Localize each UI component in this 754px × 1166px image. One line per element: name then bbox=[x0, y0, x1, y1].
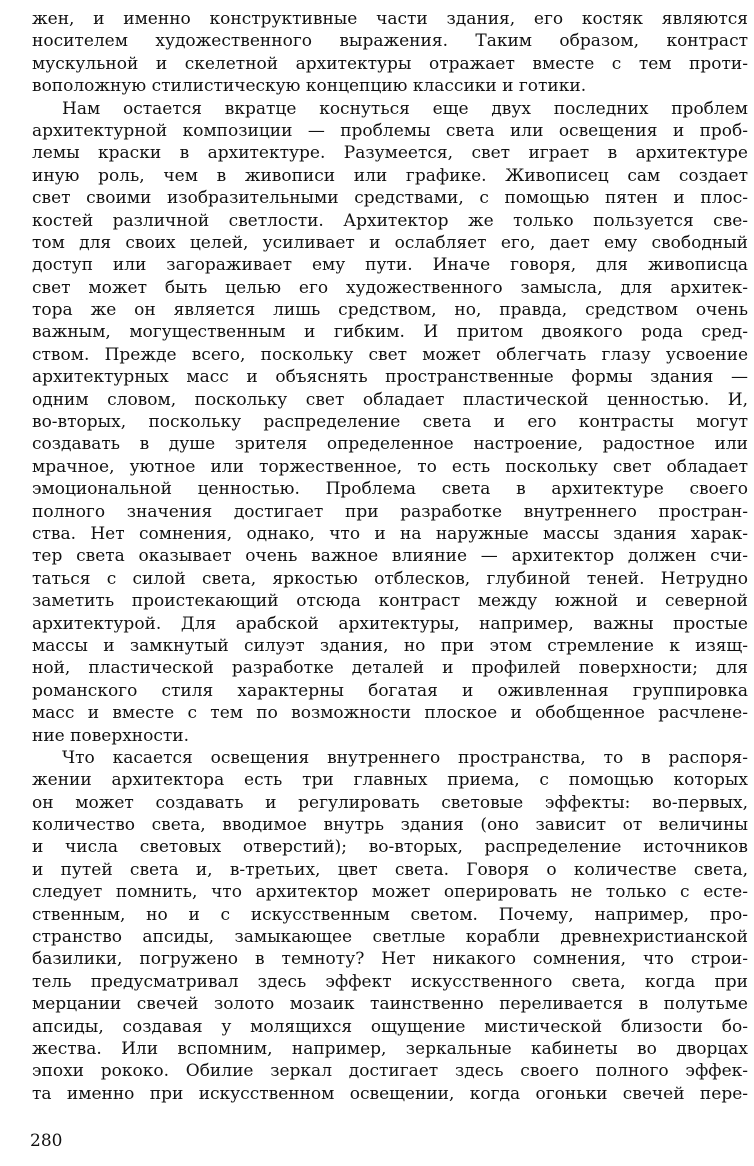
text-line: странство апсиды, замыкающее светлые корабли древнехристианской bbox=[32, 927, 748, 948]
text-line: свет может быть целью его художественного замысла, для архитек- bbox=[32, 277, 748, 298]
text-line: иную роль, чем в живописи или графике. Живописец сам создает bbox=[32, 165, 748, 186]
text-line: та именно при искусственном освещении, когда огоньки свечей пере- bbox=[32, 1083, 748, 1104]
text-line: архитектурной композиции — проблемы света или освещения и проб- bbox=[32, 120, 748, 141]
text-line: таться с силой света, яркостью отблесков, глубиной теней. Нетрудно bbox=[32, 568, 748, 589]
text-line: лемы краски в архитектуре. Разумеется, свет играет в архитектуре bbox=[32, 143, 748, 164]
text-line: жества. Или вспомним, например, зеркальные кабинеты во дворцах bbox=[32, 1038, 748, 1059]
text-line: следует помнить, что архитектор может оперировать не только с есте- bbox=[32, 882, 748, 903]
text-line: ства. Нет сомнения, однако, что и на наружные массы здания харак- bbox=[32, 523, 748, 544]
text-line: апсиды, создавая у молящихся ощущение мистической близости бо- bbox=[32, 1016, 748, 1037]
text-line: массы и замкнутый силуэт здания, но при этом стремление к изящ- bbox=[32, 635, 748, 656]
text-line: архитектурой. Для арабской архитектуры, например, важны простые bbox=[32, 613, 748, 634]
page-body bbox=[32, 8, 748, 1105]
text-line: полного значения достигает при разработке внутреннего простран- bbox=[32, 501, 748, 522]
text-line: заметить проистекающий отсюда контраст между южной и северной bbox=[32, 591, 748, 612]
text-line: Что касается освещения внутреннего пространства, то в распоря- bbox=[62, 747, 748, 768]
text-line: воположную стилистическую концепцию классики и готики. bbox=[32, 76, 587, 97]
text-line: доступ или загораживает ему пути. Иначе говоря, для живописца bbox=[32, 255, 748, 276]
text-line: во-вторых, поскольку распределение света и его контрасты могут bbox=[32, 412, 748, 433]
text-line: он может создавать и регулировать световые эффекты: во-первых, bbox=[32, 792, 748, 813]
text-line: жен, и именно конструктивные части здания, его костяк являются bbox=[32, 9, 748, 29]
paragraph bbox=[32, 747, 748, 1105]
text-line: костей различной светлости. Архитектор же только пользуется све- bbox=[32, 210, 748, 231]
text-line: ством. Прежде всего, поскольку свет может облегчать глазу усвоение bbox=[32, 344, 748, 365]
text-line: ние поверхности. bbox=[32, 725, 190, 746]
text-line: тер света оказывает очень важное влияние — архитектор должен счи- bbox=[32, 546, 748, 567]
text-line: архитектурных масс и объяснять пространственные формы здания — bbox=[32, 367, 748, 388]
text-line: мускульной и скелетной архитектуры отражает вместе с тем проти- bbox=[32, 53, 748, 74]
text-line: и путей света и, в-третьих, цвет света. Говоря о количестве света, bbox=[32, 859, 748, 880]
text-line: создавать в душе зрителя определенное настроение, радостное или bbox=[32, 434, 748, 455]
text-line: ственным, но и с искусственным светом. Почему, например, про- bbox=[32, 904, 748, 925]
page-number: 280 bbox=[30, 1131, 63, 1151]
text-line: мерцании свечей золото мозаик таинственно переливается в полутьме bbox=[32, 994, 748, 1015]
text-line: масс и вместе с тем по возможности плоское и обобщенное расчлене- bbox=[32, 703, 748, 724]
text-line: том для своих целей, усиливает и ослабляет его, дает ему свободный bbox=[32, 232, 748, 253]
text-line: ной, пластической разработке деталей и профилей поверхности; для bbox=[32, 658, 748, 679]
paragraph bbox=[32, 98, 748, 747]
text-line: тора же он является лишь средством, но, правда, средством очень bbox=[32, 300, 748, 321]
text-line: эпохи рококо. Обилие зеркал достигает здесь своего полного эффек- bbox=[32, 1061, 748, 1082]
text-line: и числа световых отверстий); во-вторых, распределение источников bbox=[32, 837, 748, 858]
text-line: эмоциональной ценностью. Проблема света в архитектуре своего bbox=[32, 479, 748, 500]
paragraph bbox=[32, 8, 748, 98]
text-line: количество света, вводимое внутрь здания (оно зависит от величины bbox=[32, 815, 748, 836]
text-line: носителем художественного выражения. Таким образом, контраст bbox=[32, 31, 748, 52]
text-line: базилики, погружено в темноту? Нет никакого сомнения, что строи- bbox=[32, 949, 748, 970]
text-line: свет своими изобразительными средствами, с помощью пятен и плос- bbox=[32, 188, 748, 209]
text-line: Нам остается вкратце коснуться еще двух последних проблем bbox=[62, 98, 748, 119]
text-line: романского стиля характерны богатая и оживленная группировка bbox=[32, 680, 748, 701]
text-line: тель предусматривал здесь эффект искусственного света, когда при bbox=[32, 971, 748, 992]
text-line: жении архитектора есть три главных приема, с помощью которых bbox=[32, 770, 748, 791]
text-line: мрачное, уютное или торжественное, то есть поскольку свет обладает bbox=[32, 456, 748, 477]
text-line: важным, могущественным и гибким. И притом двоякого рода сред- bbox=[32, 322, 748, 343]
text-line: одним словом, поскольку свет обладает пластической ценностью. И, bbox=[32, 389, 748, 410]
